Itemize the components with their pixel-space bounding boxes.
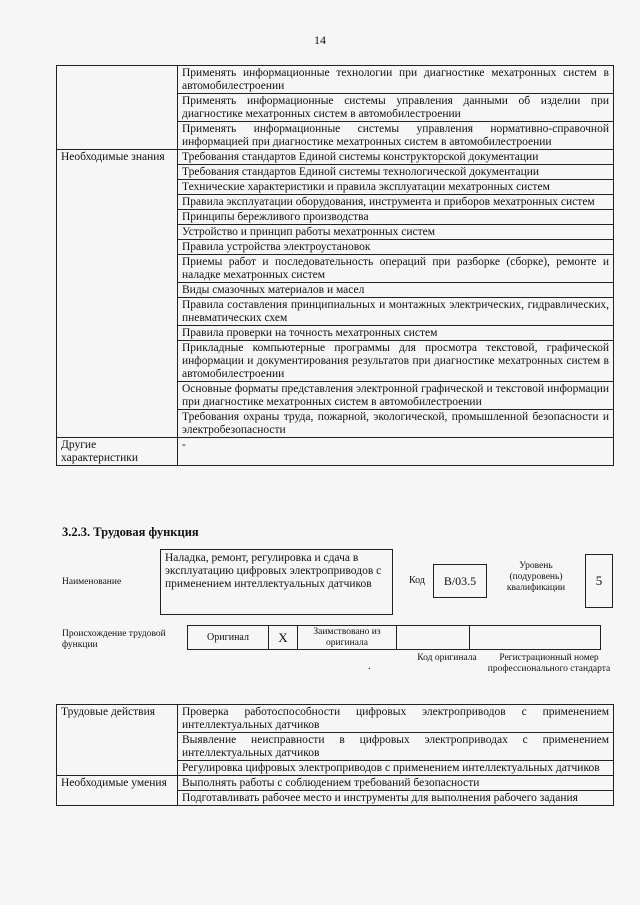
table-cell: Требования стандартов Единой системы конструкторской документации xyxy=(178,150,614,165)
table-cell: Выявление неисправности в цифровых электроприводах с применением интеллектуальных датчиков xyxy=(178,733,614,761)
table-cell: Правила устройства электроустановок xyxy=(178,240,614,255)
origin-row xyxy=(188,625,601,650)
table-cell: Применять информационные технологии при диагностике мехатронных систем в автомобилестроении xyxy=(178,66,614,94)
table-cell: Проверка работоспособности цифровых электроприводов с применением интеллектуальных датчиков xyxy=(178,705,614,733)
row-label-skills: Необходимые умения xyxy=(57,776,178,806)
table-cell: Основные форматы представления электронной графической и текстовой информации при диагностике мехатронных систем в автомобилестроении xyxy=(178,382,614,410)
stray-dot: . xyxy=(368,660,371,672)
table-cell: Регулировка цифровых электроприводов с применением интеллектуальных датчиков xyxy=(178,761,614,776)
code-original-cell xyxy=(396,625,470,650)
skills-knowledge-table xyxy=(56,65,614,466)
table-cell: Технические характеристики и правила эксплуатации мехатронных систем xyxy=(178,180,614,195)
origin-label: Происхождение трудовой функции xyxy=(62,629,166,650)
table-cell: Приемы работ и последовательность операций при разборке (сборке), ремонте и наладке мехатронных систем xyxy=(178,255,614,283)
table-cell: Принципы бережливого производства xyxy=(178,210,614,225)
table-cell: Правила эксплуатации оборудования, инструмента и приборов мехатронных систем xyxy=(178,195,614,210)
original-label-cell: Оригинал xyxy=(187,625,269,650)
actions-skills-table xyxy=(56,704,614,806)
table-cell: Подготавливать рабочее место и инструменты для выполнения рабочего задания xyxy=(178,791,614,806)
table-cell: Требования охраны труда, пожарной, экологической, промышленной безопасности и электробезопасности xyxy=(178,410,614,438)
table-cell: Правила проверки на точность мехатронных систем xyxy=(178,326,614,341)
function-name-box: Наладка, ремонт, регулировка и сдача в эксплуатацию цифровых электроприводов с применением интеллектуальных датчиков xyxy=(160,549,393,615)
table-row xyxy=(57,150,614,165)
section-title: 3.2.3. Трудовая функция xyxy=(62,525,199,539)
original-mark-cell: X xyxy=(268,625,298,650)
table-cell: - xyxy=(178,438,614,466)
code-label: Код xyxy=(409,575,425,586)
table-row xyxy=(57,776,614,791)
code-original-caption: Код оригинала xyxy=(417,653,477,663)
level-value-box: 5 xyxy=(585,554,613,608)
table-row xyxy=(57,66,614,94)
row-label-knowledge: Необходимые знания xyxy=(57,150,178,438)
row-label-other: Другие характеристики xyxy=(57,438,178,466)
table-cell: Виды смазочных материалов и масел xyxy=(178,283,614,298)
table-row xyxy=(57,705,614,733)
table-cell: Выполнять работы с соблюдением требований безопасности xyxy=(178,776,614,791)
borrowed-label-cell: Заимствовано из оригинала xyxy=(297,625,397,650)
table-cell: Применять информационные системы управления данными об изделии при диагностике мехатронных систем в автомобилестроении xyxy=(178,94,614,122)
row-label-actions: Трудовые действия xyxy=(57,705,178,776)
name-label: Наименование xyxy=(62,577,122,587)
table-cell: Прикладные компьютерные программы для просмотра текстовой, графической информации и документирования результатов при диагностике мехатронных систем в автомобилестроении xyxy=(178,341,614,382)
table-row xyxy=(57,438,614,466)
reg-number-caption: Регистрационный номер профессионального стандарта xyxy=(487,653,611,674)
level-label: Уровень (подуровень) квалификации xyxy=(506,561,566,593)
table-cell: Требования стандартов Единой системы технологической документации xyxy=(178,165,614,180)
table-cell: Устройство и принцип работы мехатронных систем xyxy=(178,225,614,240)
table-cell: Правила составления принципиальных и монтажных электрических, гидравлических, пневматических схем xyxy=(178,298,614,326)
table-cell: Применять информационные системы управления нормативно-справочной информацией при диагностике мехатронных систем в автомобилестроении xyxy=(178,122,614,150)
page-number: 14 xyxy=(314,33,326,47)
code-value-box: В/03.5 xyxy=(433,564,487,598)
reg-number-cell xyxy=(469,625,601,650)
row-label xyxy=(57,66,178,150)
